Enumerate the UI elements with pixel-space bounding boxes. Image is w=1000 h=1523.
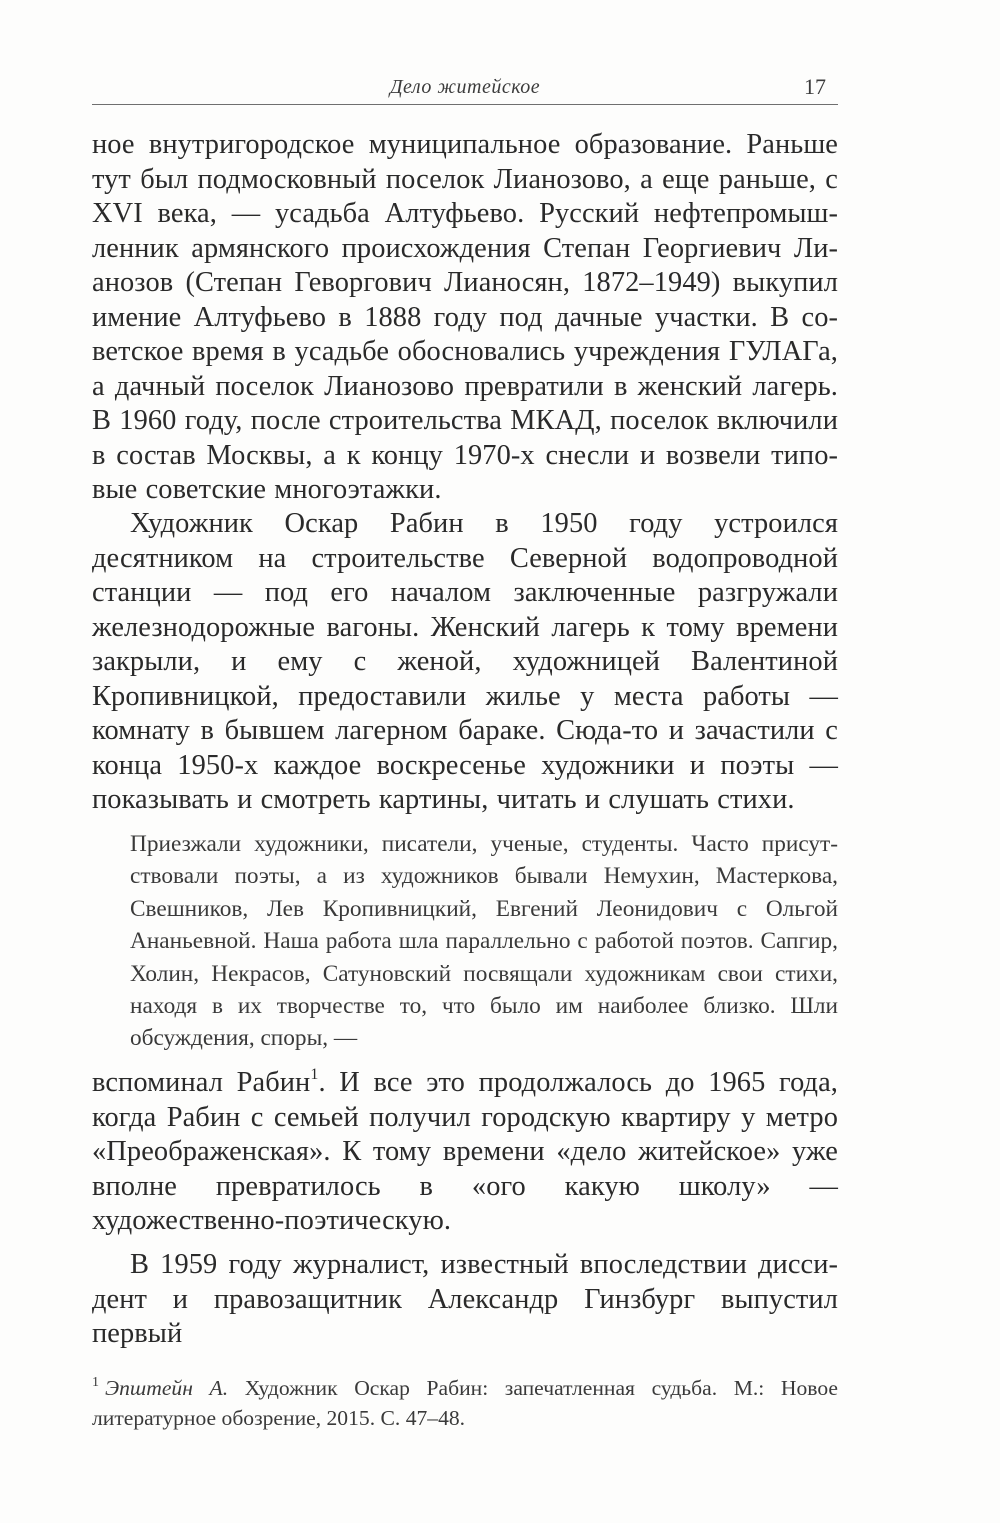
paragraph-3-lead: вспоминал Рабин (92, 1067, 311, 1098)
running-title: Дело житейское (389, 76, 541, 98)
running-head (92, 72, 838, 105)
footnote-number: 1 (92, 1375, 99, 1390)
block-quote: Приезжали художники, писатели, ученые, студенты. Часто присутствовали поэты, а из художников бывали Немухин, Мастеркова, Свешников, Лев Кропивницкий, Евгений Леонидович с Ольгой Ананьевной. Наша работа шла параллельно с работой поэтов. Сапгир, Холин, Некрасов, Сатуновский посвящали художникам свои стихи, находя в их творчестве то, что было им наиболее близко. Шли обсуждения, споры, — (130, 831, 838, 1052)
footnote-author: Эпштейн А. (105, 1376, 229, 1400)
page-number: 17 (804, 74, 826, 99)
footnote-text: Художник Оскар Рабин: запечатленная судьба. М.: Новое литературное обозрение, 2015. С. 47–48. (92, 1376, 838, 1430)
paragraph-2: Художник Оскар Рабин в 1950 году устроился десятником на строительстве Северной водопроводной станции — под его началом заключенные разгружали железнодорожные вагоны. Женский лагерь к тому времени закрыли, и ему с женой, художницей Валентиной Кропивницкой, предоставили жилье у места работы — комнату в бывшем лагерном бараке. Сюда-то и зачастили с конца 1950-х каждое воскресенье художники и поэты — показывать и смотреть картины, читать и слушать стихи. (92, 508, 838, 815)
paragraph-3 (92, 1066, 838, 1239)
paragraph-3-rest: . И все это продолжалось до 1965 года, когда Рабин с семьей получил городскую квартиру у метро «Преображенская». К тому времени «дело житейское» уже вполне превратилось в «ого какую школу» — художественно-поэтическую. (92, 1067, 838, 1236)
paragraph-4: В 1959 году журналист, известный впоследствии диссидент и правозащитник Александр Гинзбург выпустил первый (92, 1249, 838, 1349)
footnote (92, 1373, 838, 1433)
footnote-reference[interactable]: 1 (310, 1066, 319, 1083)
paragraph-1: ное внутригородское муниципальное образование. Раньше тут был подмосковный поселок Лианозово, а еще раньше, с XVI века, — усадьба Алтуфьево. Русский нефтепромышленник армянского происхождения Степан Георгиевич Лианозов (Степан Геворгович Лианосян, 1872–1949) выкупил имение Алтуфьево в 1888 году под дачные участки. В советское время в усадьбе обосновались учреждения ГУЛАГа, а дачный поселок Лианозово превратили в женский лагерь. В 1960 году, после строительства МКАД, поселок включили в состав Москвы, а к концу 1970-х снесли и возвели типовые советские многоэтажки. (92, 129, 838, 505)
